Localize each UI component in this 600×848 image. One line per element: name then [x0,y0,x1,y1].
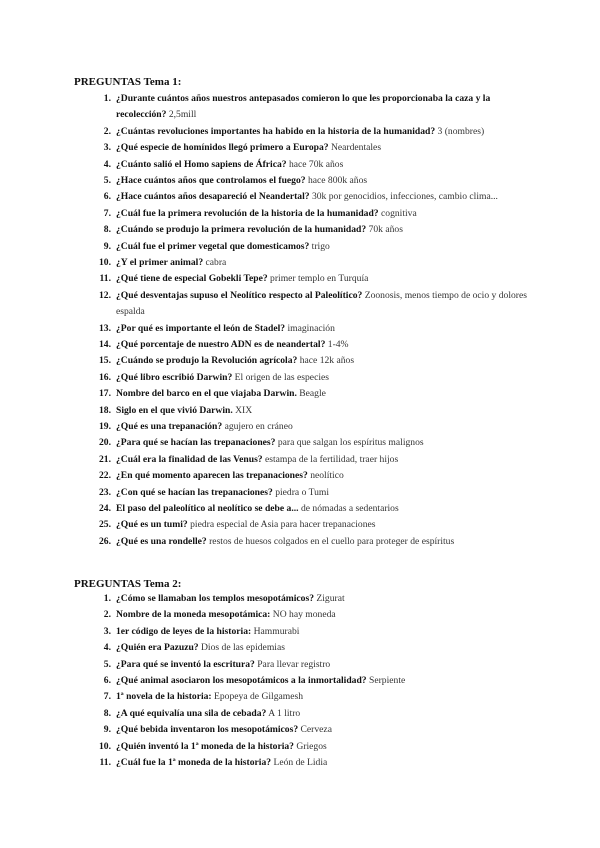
item-body [116,517,530,533]
list-item [90,706,530,722]
list-item [90,271,530,287]
question-text: ¿Quién era Pazuzu? [116,642,199,654]
item-body [116,435,530,451]
list-item [90,91,530,124]
list-item [90,255,530,271]
item-body [116,706,530,722]
item-number: 4. [103,642,111,654]
question-text: El paso del paleolítico al neolítico se debe a... [116,503,299,514]
answer-text: neolítico [307,470,344,482]
list-item [90,239,530,255]
list-item [90,722,530,738]
item-body [116,591,530,607]
question-text: ¿Cuál era la finalidad de las Venus? [116,453,263,465]
question-text: ¿A qué equivalía una sila de cebada? [116,707,267,719]
answer-text: A 1 litro [266,707,301,719]
list-item [90,173,530,189]
answer-text: El origen de las especies [232,371,329,383]
section-title: PREGUNTAS Tema 2: [74,578,182,590]
answer-text: 2,5mill [166,109,197,121]
question-text: ¿Cuál fue la 1ª moneda de la historia? [116,757,272,768]
list-item [90,353,530,369]
question-text: Siglo en el que vivió Darwin. [116,404,233,416]
item-body [116,739,530,755]
answer-text: Griegos [293,740,327,752]
item-body [116,337,530,353]
item-number: 16. [99,371,111,383]
list-item [90,222,530,238]
question-text: ¿Qué es una trepanación? [116,421,223,432]
answer-text: imaginación [285,322,335,334]
question-text: 1ª novela de la historia: [116,691,212,703]
answer-text: XIX [232,404,253,416]
list-item [90,189,530,205]
answer-text: Hammurabi [251,625,300,637]
item-number: 7. [103,691,111,703]
question-text: 1er código de leyes de la historia: [116,625,252,637]
list-item [90,140,530,156]
item-number: 1. [103,593,111,604]
item-body [116,468,530,484]
item-number: 8. [103,224,111,236]
question-text: ¿Qué desventajas supuso el Neolítico respecto al Paleolítico? [116,289,363,301]
item-body [116,755,530,771]
item-body [116,157,530,173]
item-body [116,386,530,402]
answer-text: NO hay moneda [270,609,336,621]
item-number: 22. [99,470,111,482]
list-item [90,501,530,517]
item-number: 25. [99,519,111,531]
item-body [116,353,530,369]
item-body [116,222,530,238]
answer-text: Epopeya de Gilgamesh [211,691,304,703]
answer-text: restos de huesos colgados en el cuello para proteger de espíritus [206,535,455,547]
item-number: 12. [99,289,111,301]
item-body [116,189,530,205]
question-text: ¿Hace cuántos años que controlamos el fuego? [116,175,306,186]
question-text: ¿Con qué se hacían las trepanaciones? [116,486,273,498]
question-text: ¿Para qué se inventó la escritura? [116,658,255,670]
answer-text: cognitiva [378,207,417,219]
item-number: 6. [103,191,111,203]
question-text: ¿Qué es una rondelle? [116,535,207,547]
answer-text: Neardentales [328,142,382,154]
list-item [90,755,530,771]
question-text: ¿Cuánto salió el Homo sapiens de África? [116,158,287,170]
item-number: 3. [103,142,111,154]
item-number: 10. [99,740,111,752]
list-item [90,435,530,451]
list-item [90,288,530,321]
item-body [116,673,530,689]
question-text: ¿Hace cuántos años desapareció el Neandertal? [116,191,310,203]
item-number: 20. [99,437,111,449]
list-item [90,591,530,607]
item-number: 2. [103,125,111,137]
item-body [116,140,530,156]
item-number: 4. [103,158,111,170]
answer-text: para que salgan los espíritus malignos [275,437,424,449]
item-number: 11. [99,273,111,285]
question-text: ¿Qué especie de homínidos llegó primero a Europa? [116,142,329,154]
item-number: 5. [103,658,111,670]
list-item [90,739,530,755]
answer-text: 3 (nombres) [435,125,485,137]
item-number: 11. [99,757,111,768]
item-number: 21. [99,453,111,465]
item-number: 14. [99,339,111,350]
question-text: Nombre del barco en el que viajaba Darwin. [116,388,297,400]
item-body [116,173,530,189]
item-body [116,206,530,222]
answer-text: 1-4% [325,339,349,350]
item-number: 3. [103,625,111,637]
item-body [116,370,530,386]
answer-text: piedra o Tumi [272,486,330,498]
question-text: ¿En qué momento aparecen las trepanaciones? [116,470,308,482]
question-text: ¿Cuántas revoluciones importantes ha habido en la historia de la humanidad? [116,125,436,137]
answer-text: León de Lidia [271,757,328,768]
question-text: Nombre de la moneda mesopotámica: [116,609,271,621]
question-text: ¿Qué libro escribió Darwin? [116,371,233,383]
question-text: ¿Quién inventó la 1ª moneda de la historia? [116,740,294,752]
list-item [90,485,530,501]
item-number: 17. [99,388,111,400]
item-body [116,689,530,705]
item-number: 5. [103,175,111,186]
item-body [116,485,530,501]
list-item [90,640,530,656]
answer-text: 70k años [366,224,403,236]
item-number: 6. [103,675,111,686]
list-item [90,206,530,222]
item-body [116,657,530,673]
item-body [116,255,530,271]
answer-text: hace 800k años [305,175,368,186]
item-body [116,419,530,435]
item-number: 10. [99,257,111,268]
list-item [90,534,530,550]
item-body [116,607,530,623]
list-item [90,607,530,623]
answer-text: Beagle [296,388,326,400]
item-number: 18. [99,404,111,416]
answer-text: Zoonosis, menos tiempo de ocio y dolores espalda [116,289,527,318]
question-text: ¿Qué animal asociaron los mesopotámicos a la inmortalidad? [116,675,367,686]
list-item [90,468,530,484]
answer-text: hace 12k años [297,355,355,367]
list-item [90,370,530,386]
item-number: 9. [103,240,111,252]
list-item [90,689,530,705]
item-body [116,501,530,517]
item-number: 8. [103,707,111,719]
item-body [116,722,530,738]
list-item [90,403,530,419]
answer-text: trigo [309,240,330,252]
item-number: 7. [103,207,111,219]
list-item [90,452,530,468]
answer-text: primer templo en Turquía [267,273,369,285]
item-body [116,403,530,419]
question-text: ¿Cómo se llamaban los templos mesopotámicos? [116,593,314,604]
item-body [116,534,530,550]
item-number: 2. [103,609,111,621]
list-item [90,419,530,435]
item-body [116,239,530,255]
list-item [90,673,530,689]
question-text: ¿Durante cuántos años nuestros antepasados comieron lo que les proporcionaba la caza y la recolección? [116,93,491,121]
answer-text: piedra especial de Asia para hacer trepanaciones [187,519,376,531]
answer-text: Serpiente [366,675,406,686]
question-text: ¿Qué tiene de especial Gobekli Tepe? [116,273,268,285]
answer-text: de nómadas a sedentarios [298,503,399,514]
item-number: 19. [99,421,111,432]
question-text: ¿Qué porcentaje de nuestro ADN es de neandertal? [116,339,326,350]
question-text: ¿Por qué es importante el león de Stadel? [116,322,286,334]
answer-text: estampa de la fertilidad, traer hijos [262,453,399,465]
item-body [116,124,530,140]
item-body [116,624,530,640]
item-body [116,288,530,321]
item-body [116,321,530,337]
question-text: ¿Cuál fue la primera revolución de la historia de la humanidad? [116,207,379,219]
answer-text: Zigurat [314,593,345,604]
question-text: ¿Para qué se hacían las trepanaciones? [116,437,276,449]
answer-text: Cerveza [298,724,332,736]
item-body [116,452,530,468]
item-number: 26. [99,535,111,547]
item-body [116,91,530,124]
item-number: 15. [99,355,111,367]
list-item [90,517,530,533]
item-body [116,640,530,656]
item-number: 24. [99,503,111,514]
section-title: PREGUNTAS Tema 1: [74,76,182,88]
item-number: 13. [99,322,111,334]
item-number: 9. [103,724,111,736]
question-text: ¿Y el primer animal? [116,257,204,268]
answer-text: Dios de las epidemias [198,642,285,654]
answer-text: hace 70k años [286,158,344,170]
list-item [90,157,530,173]
answer-text: 30k por genocidios, infecciones, cambio clima... [309,191,498,203]
list-item [90,386,530,402]
question-text: ¿Cuál fue el primer vegetal que domesticamos? [116,240,310,252]
question-text: ¿Qué es un tumi? [116,519,188,531]
item-number: 1. [103,93,111,104]
list-item [90,124,530,140]
list-item [90,337,530,353]
item-number: 23. [99,486,111,498]
list-item [90,657,530,673]
question-text: ¿Cuándo se produjo la Revolución agrícola? [116,355,298,367]
question-text: ¿Qué bebida inventaron los mesopotámicos? [116,724,299,736]
question-text: ¿Cuándo se produjo la primera revolución de la humanidad? [116,224,367,236]
item-body [116,271,530,287]
list-item [90,321,530,337]
list-item [90,624,530,640]
answer-text: cabra [203,257,227,268]
answer-text: Para llevar registro [254,658,331,670]
answer-text: agujero en cráneo [222,421,293,432]
